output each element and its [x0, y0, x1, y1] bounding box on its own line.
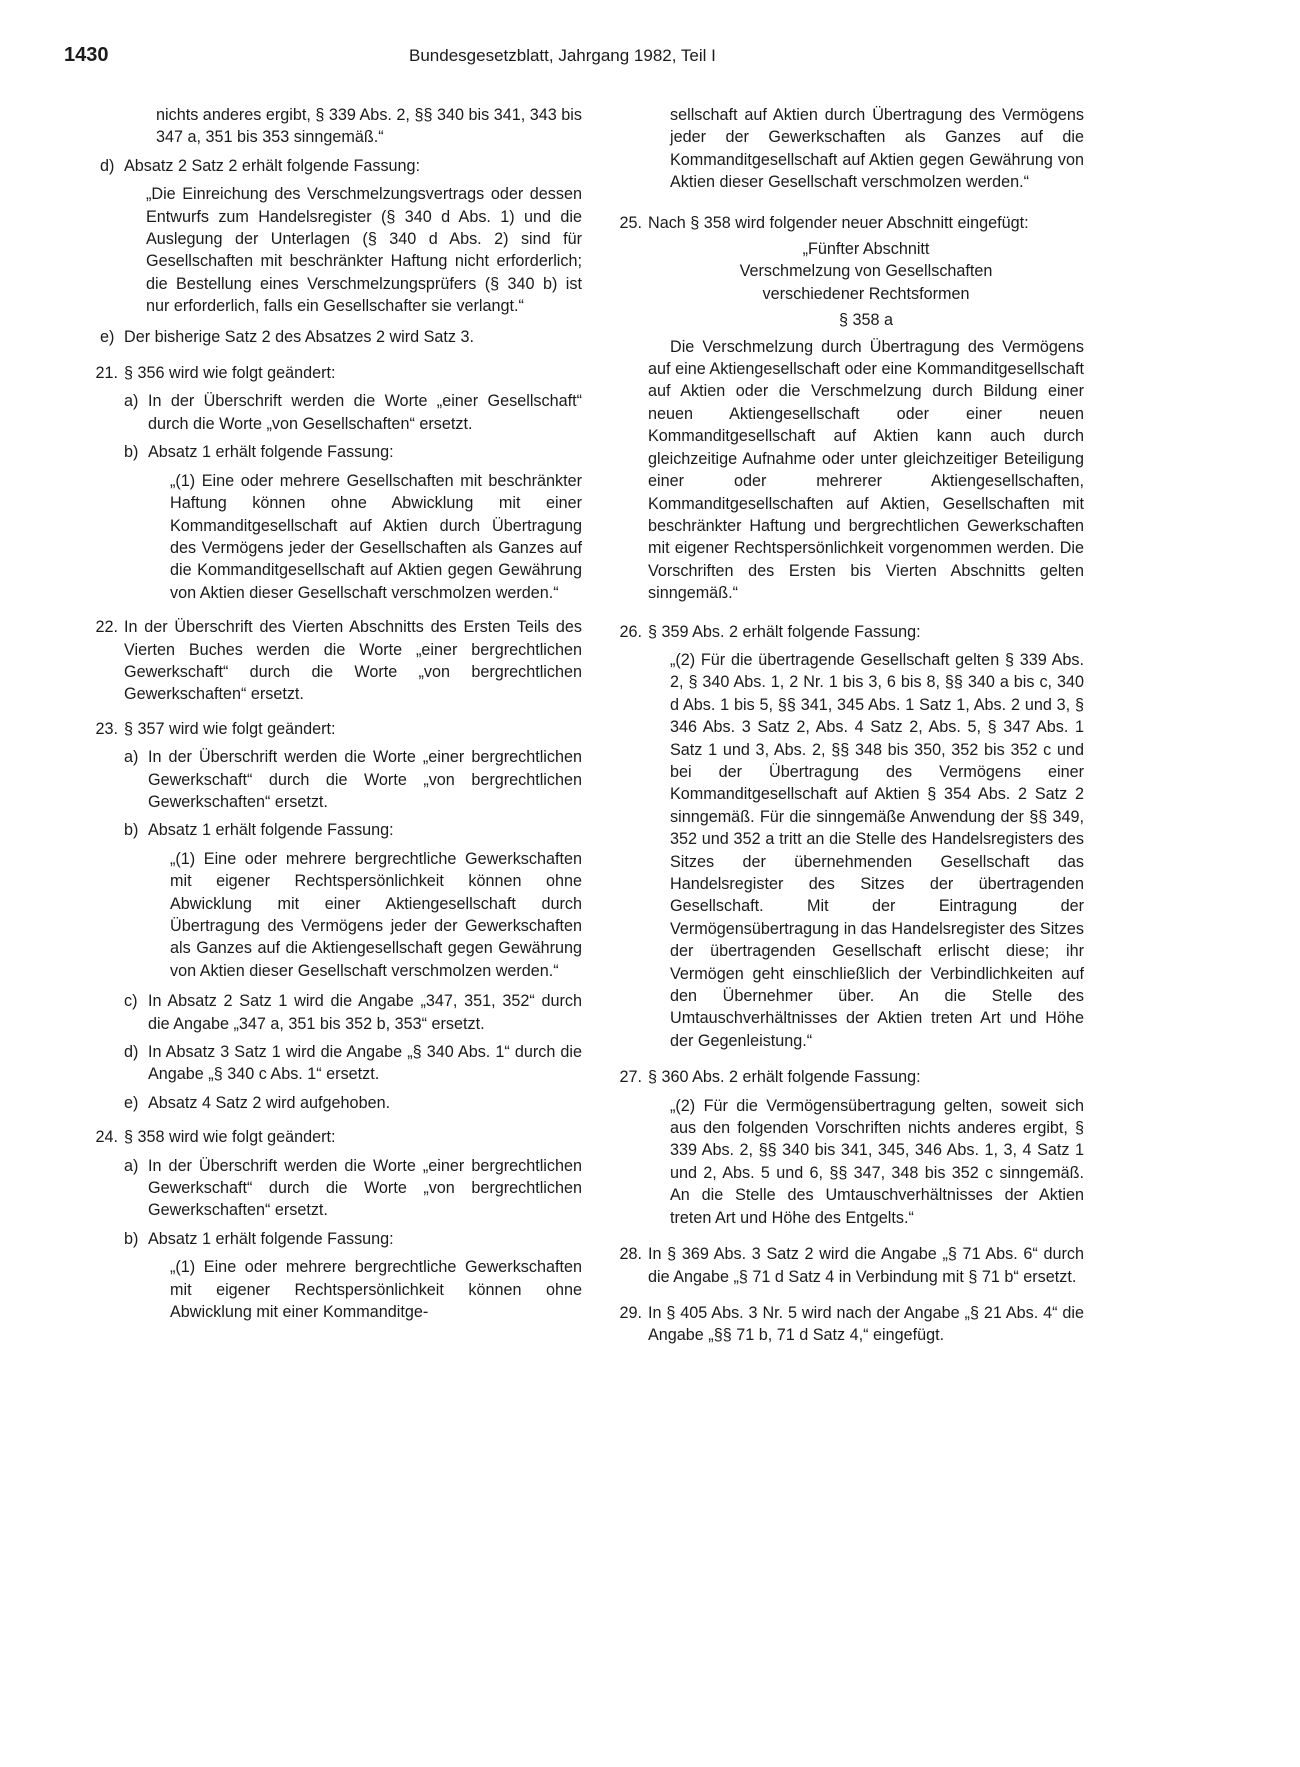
quoted-text: „(1) Eine oder mehrere bergrechtliche Gewerkschaften mit eigener Rechtspersönlichkeit können ohne Abwicklung mit einer Aktiengesellschaft durch Übertragung des Vermögens jeder der Gewerkschaften als Ganzes auf die Aktiengesellschaft gegen Gewährung von Aktien dieser Gesellschaft verschmolzen werden.“ [170, 849, 582, 980]
item-text: In § 405 Abs. 3 Nr. 5 wird nach der Angabe „§ 21 Abs. 4“ die Angabe „§§ 71 b, 71 d Satz 4,“ eingefügt. [648, 1303, 1084, 1345]
subitem-label: d) [124, 1043, 139, 1062]
subitem-b [124, 1228, 582, 1324]
subitem-label: a) [124, 1156, 139, 1175]
item-21 [80, 362, 582, 604]
subitem-text: In der Überschrift werden die Worte „einer bergrechtlichen Gewerkschaft“ durch die Worte „von bergrechtlichen Gewerkschaften“ ersetzt. [148, 1156, 582, 1220]
item-28 [604, 1243, 1084, 1288]
item-22 [80, 616, 582, 706]
subitem-label: a) [124, 392, 139, 411]
subitem-text: Absatz 4 Satz 2 wird aufgehoben. [148, 1093, 391, 1112]
item-number: 21. [95, 364, 118, 383]
subitem-label: e) [100, 327, 115, 346]
item-number: 27. [619, 1068, 642, 1087]
subitem-text: Der bisherige Satz 2 des Absatzes 2 wird Satz 3. [124, 327, 475, 346]
subitem-e [124, 1092, 582, 1114]
item-23 [80, 718, 582, 1115]
quoted-text: „(2) Für die übertragende Gesellschaft gelten § 339 Abs. 2, § 340 Abs. 1, 2 Nr. 1 bis 3, 6 bis 8, §§ 340 a bis c, 340 d Abs. 1 bis 5, §§ 341, 345 Abs. 1 Satz 1, Abs. 2 und 3, § 346 Abs. 3 Satz 2, Abs. 4 Satz 2, Abs. 5, § 347 Abs. 1 Satz 1 und 3, Abs. 2, §§ 348 bis 350, 352 bis 352 c und bei der Übertragung des Vermögens einer Kommanditgesellschaft auf Aktien § 354 Abs. 2 Satz 2 sinngemäß. Für die sinngemäße Anwendung der §§ 349, 352 und 352 a tritt an die Stelle des Handelsregisters des Sitzes der übernehmenden Gesellschaft das Handelsregister des Sitzes der übertragenden Gesellschaft. Mit der Eintragung der Vermögensübertragung in das Handelsregister des Sitzes der übertragenden Gesellschaft erlischt diese; ihr Vermögen geht einschließlich der Verbindlichkeiten auf den Übernehmer über. An die Stelle des Umtauschverhältnisses der Aktien treten Art und Höhe der Gegenleistung.“ [670, 650, 1084, 1050]
item-text: § 358 wird wie folgt geändert: [124, 1128, 336, 1147]
subitem-b [124, 819, 582, 982]
item-text: § 359 Abs. 2 erhält folgende Fassung: [648, 622, 921, 641]
subitem-label: e) [124, 1093, 139, 1112]
subitem-text: In der Überschrift werden die Worte „einer Gesellschaft“ durch die Worte „von Gesellschaften“ ersetzt. [148, 392, 582, 433]
subitem-a [124, 390, 582, 435]
subitem-d [124, 1041, 582, 1086]
quoted-text: „Die Einreichung des Verschmelzungsvertrags oder dessen Entwurfs zum Handelsregister (§ 340 d Abs. 1) und die Auslegung der Unterlagen (§ 340 d Abs. 2) sind für Gesellschaften mit beschränkter Haftung nicht erforderlich; die Bestellung eines Verschmelzungsprüfers (§ 340 b) ist nur erforderlich, falls ein Gesellschafter sie verlangt.“ [146, 185, 582, 316]
subitem-label: a) [124, 748, 139, 767]
item-number: 22. [95, 618, 118, 637]
item-29 [604, 1302, 1084, 1347]
subitem-label: b) [124, 1229, 139, 1248]
left-column [80, 104, 582, 1336]
quoted-text: „(2) Für die Vermögensübertragung gelten, soweit sich aus den folgenden Vorschriften nichts anderes ergibt, § 339 Abs. 2, §§ 340 bis 341, 345, 346 Abs. 1, 3, 4 Satz 1 und 2, Abs. 5 und 6, §§ 347, 348 bis 352 c sinngemäß. An die Stelle des Umtauschverhältnisses der Aktien treten Art und Höhe des Entgelts.“ [670, 1096, 1084, 1227]
item-number: 23. [95, 719, 118, 738]
item-number: 29. [619, 1303, 642, 1322]
quoted-text: „(1) Eine oder mehrere bergrechtliche Gewerkschaften mit eigener Rechtspersönlichkeit können ohne Abwicklung mit einer Kommanditge- [170, 1258, 582, 1322]
subitem-text: Absatz 1 erhält folgende Fassung: [148, 1229, 394, 1248]
item-26 [604, 621, 1084, 1053]
running-title: Bundesgesetzblatt, Jahrgang 1982, Teil I [409, 46, 716, 65]
page-header [0, 44, 1300, 74]
item-text: In der Überschrift des Vierten Abschnitts des Ersten Teils des Vierten Buches werden die Worte „einer bergrechtlichen Gewerkschaft“ durch die Worte „von bergrechtlichen Gewerkschaften“ ersetzt. [124, 618, 582, 704]
item-number: 24. [95, 1128, 118, 1147]
item-number: 26. [619, 622, 642, 641]
subitem-e [100, 326, 582, 348]
page-number: 1430 [64, 44, 109, 66]
item-text: § 356 wird wie folgt geändert: [124, 364, 336, 383]
item-27 [604, 1066, 1084, 1229]
item-text: Nach § 358 wird folgender neuer Abschnitt eingefügt: [648, 213, 1029, 232]
subitem-c [124, 990, 582, 1035]
subitem-text: In Absatz 3 Satz 1 wird die Angabe „§ 340 Abs. 1“ durch die Angabe „§ 340 c Abs. 1“ ersetzt. [148, 1043, 582, 1084]
section-heading: „Fünfter Abschnitt [802, 240, 930, 259]
section-paragraph: Die Verschmelzung durch Übertragung des Vermögens auf eine Aktiengesellschaft oder eine Kommanditgesellschaft auf Aktien oder die Verschmelzung durch Bildung einer neuen Aktiengesellschaft oder einer neuen Kommanditgesellschaft auf Aktien kann auch durch gleichzeitige Aufnahme oder unter gleichzeitiger Beteiligung einer oder mehrerer Aktiengesellschaften, Kommanditgesellschaften auf Aktien, Gesellschaften mit beschränkter Haftung und bergrechtlichen Gewerkschaften mit eigener Rechtspersönlichkeit vorgenommen werden. Die Vorschriften des Ersten bis Vierten Abschnitts gelten sinngemäß.“ [648, 337, 1084, 603]
subitem-label: b) [124, 443, 139, 462]
section-subheading: Verschmelzung von Gesellschaften verschiedener Rechtsformen [739, 262, 993, 303]
item-25 [604, 212, 1084, 605]
right-column [604, 104, 1084, 1359]
subitem-label: d) [100, 156, 115, 175]
subitem-text: Absatz 1 erhält folgende Fassung: [148, 443, 394, 462]
subitem-a [124, 746, 582, 813]
item-number: 25. [619, 213, 642, 232]
quoted-text: „(1) Eine oder mehrere Gesellschaften mit beschränkter Haftung können ohne Abwicklung mit einer Kommanditgesellschaft auf Aktien durch Übertragung des Vermögens jeder der Gesellschaften als Ganzes auf die Kommanditgesellschaft auf Aktien gegen Gewährung von Aktien dieser Gesellschaft verschmolzen werden.“ [170, 471, 582, 602]
subitem-text: In Absatz 2 Satz 1 wird die Angabe „347, 351, 352“ durch die Angabe „347 a, 351 bis 352 b, 353“ ersetzt. [148, 992, 582, 1033]
item-text: § 357 wird wie folgt geändert: [124, 719, 336, 738]
section-number: § 358 a [838, 311, 893, 330]
item-text: In § 369 Abs. 3 Satz 2 wird die Angabe „§ 71 Abs. 6“ durch die Angabe „§ 71 d Satz 4 in Verbindung mit § 71 b“ ersetzt. [648, 1245, 1084, 1286]
subitem-label: b) [124, 821, 139, 840]
item-text: § 360 Abs. 2 erhält folgende Fassung: [648, 1068, 921, 1087]
subitem-text: Absatz 1 erhält folgende Fassung: [148, 821, 394, 840]
subitem-label: c) [124, 992, 138, 1011]
item-number: 28. [619, 1245, 642, 1264]
subitem-text: In der Überschrift werden die Worte „einer bergrechtlichen Gewerkschaft“ durch die Worte „von bergrechtlichen Gewerkschaften“ ersetzt. [148, 748, 582, 811]
subitem-a [124, 1155, 582, 1222]
continued-text: sellschaft auf Aktien durch Übertragung des Vermögens jeder der Gewerkschaften als Ganzes auf die Kommanditgesellschaft auf Aktien gegen Gewährung von Aktien dieser Gesellschaft verschmolzen werden.“ [670, 106, 1084, 192]
item-24 [80, 1126, 582, 1323]
continued-text: nichts anderes ergibt, § 339 Abs. 2, §§ 340 bis 341, 343 bis 347 a, 351 bis 353 sinngemäß.“ [156, 106, 582, 147]
subitem-b [124, 441, 582, 604]
subitem-text: Absatz 2 Satz 2 erhält folgende Fassung: [124, 156, 421, 175]
subitem-d [100, 155, 582, 318]
